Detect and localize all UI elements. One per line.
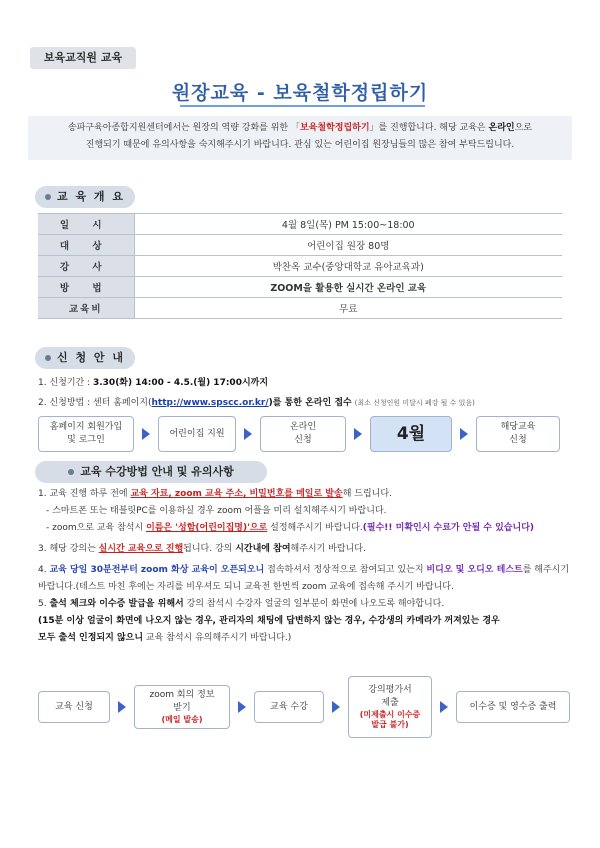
notice-text: 해주시기 바랍니다. [290,544,366,554]
row-key: 대 상 [38,235,134,256]
row-key: 방 법 [38,277,134,298]
flow-step-online [260,416,346,452]
row-value: 무료 [134,298,562,319]
apply-title-label: 신 청 안 내 [57,351,125,364]
row-value: 4월 8일(목) PM 15:00~18:00 [134,214,562,235]
row-value: 어린이집 원장 80명 [134,235,562,256]
notice-item-1-sub-2 [38,520,574,537]
intro-text-1: 송파구육아종합지원센터에서는 원장의 역량 강화를 위한 「 [68,123,300,133]
flow-step-evaluation [348,676,432,738]
flow-step-text: 신청 [294,435,312,445]
row-value: ZOOM을 활용한 실시간 온라인 교육 [134,277,562,298]
notice-text: - zoom으로 교육 참석시 [46,523,147,533]
overview-table [38,213,562,319]
flow-step-text: 교육 신청 [55,701,93,712]
flow-step-course [476,416,560,452]
notice-highlight: 교육 당일 30분전부터 zoom 화상 교육이 오픈되오니 [49,565,265,575]
notice-item-1 [38,486,574,503]
notice-required: (필수!! 미확인시 수료가 안될 수 있습니다) [362,523,535,533]
notice-text: 1. 교육 진행 하루 전에 [38,489,131,499]
notice-text: 설정해주시기 바랍니다. [267,523,363,533]
notice-text: 3. 해당 강의는 [38,544,99,554]
row-key: 일 시 [38,214,134,235]
flow-step-signup [38,416,134,452]
notice-text: 를 해주시기 바랍니다.(테스트 마친 후에는 자리를 비우셔도 되니 교육전 한번씩 zoom 교육에 접속해 주시기 바랍니다. [38,565,570,592]
flow-step-text: 및 로그인 [67,435,105,445]
flow-step-april [370,416,452,452]
flow-step-text: 온라인 [289,422,317,432]
apply-period-label: 1. 신청기간 : [38,378,93,388]
arrow-right-icon [142,428,150,440]
notice-bold: 시간내에 참여 [235,544,291,554]
notice-item-5-detail [38,613,574,647]
arrow-right-icon [244,428,252,440]
flow-step-text: 어린이집 지원 [169,428,225,439]
apply-method-text: )를 통한 온라인 접수 [268,398,352,408]
notice-title-label: 교육 수강방법 안내 및 유의사항 [80,465,234,478]
course-flow [38,676,570,738]
flow-step-text: zoom 회의 정보 [149,690,215,700]
flow-step-text: 제출 [381,698,399,708]
notice-text: 5. [38,599,50,609]
table-row [38,235,562,256]
intro-highlight: 보육철학정립하기 [299,123,370,133]
overview-title-label: 교 육 개 요 [57,190,125,203]
notice-item-3 [38,541,574,558]
apply-flow [38,416,560,452]
flow-step-apply [38,691,110,723]
flow-step-text: 4월 [396,423,426,444]
notice-text: 접속하셔서 정상적으로 참여되고 있는지 [264,565,427,575]
notice-text: - 스마트폰 또는 태블릿PC를 이용하실 경우 zoom 어플을 미리 설치해주시기 바랍니다. [46,506,387,516]
arrow-right-icon [460,428,468,440]
bullet-icon [68,469,74,475]
row-value: 박찬옥 교수(중앙대학교 유아교육과) [134,256,562,277]
arrow-right-icon [332,701,340,713]
apply-min-note: (최소 신청인원 미달시 폐강 될 수 있음) [354,399,475,407]
flow-step-note: (미제출시 이수증 [359,710,421,719]
flow-step-text: 해당교육 [500,422,536,432]
homepage-link[interactable]: http://www.spscc.or.kr/ [151,398,269,408]
arrow-right-icon [238,701,246,713]
bullet-icon [45,355,51,361]
flow-step-attend [254,691,324,723]
flow-step-text: 교육 수강 [270,701,308,712]
page-title: 원장교육 - 보육철학정립하기 [171,82,429,104]
notice-highlight: 실시간 교육으로 진행 [98,544,184,554]
table-row [38,298,562,319]
flow-step-note: (메일 발송) [161,715,203,724]
flow-step-text: 신청 [509,435,527,445]
flow-step-text: 받기 [173,703,191,713]
apply-list [38,373,568,413]
notice-highlight: 이름은 '성함(어린이집명)'으로 [146,523,268,533]
apply-method-label: 2. 신청방법 : 센터 홈페이지( [38,398,152,408]
flow-step-support [158,416,236,452]
notice-item-1-sub-1 [38,503,574,520]
flow-step-zoom-info [134,685,230,729]
notice-bold: 모두 출석 인정되지 않으니 [38,633,144,643]
notice-text: 강의 참석시 수강자 얼굴의 일부분이 화면에 나오도록 해야합니다. [183,599,445,609]
flow-step-text: 강의평가서 [368,685,412,695]
notice-text: 교육 참석시 유의해주시기 바랍니다.) [143,633,292,643]
intro-online: 온라인 [488,123,515,133]
apply-item-1 [38,373,568,393]
apply-section-title [35,347,135,369]
bullet-icon [45,194,51,200]
apply-period-value: 3.30(화) 14:00 - 4.5.(월) 17:00시까지 [92,378,269,388]
notice-list [38,486,574,647]
flow-step-note: 발급 불가) [371,720,409,729]
table-row [38,214,562,235]
flow-step-text: 이수증 및 영수증 출력 [469,701,557,712]
notice-item-5 [38,596,574,613]
arrow-right-icon [440,701,448,713]
intro-box [28,116,572,160]
table-row [38,256,562,277]
notice-item-4 [38,562,574,596]
notice-bold: 출석 체크와 이수증 발급을 위해서 [49,599,184,609]
notice-section-title [35,461,267,483]
arrow-right-icon [118,701,126,713]
title-underline [180,105,425,107]
flow-step-certificate [456,691,570,723]
notice-text: 됩니다. 강의 [183,544,236,554]
notice-highlight: 비디오 및 오디오 테스트 [426,565,523,575]
row-key: 교육비 [38,298,134,319]
row-key: 강 사 [38,256,134,277]
overview-section-title [35,186,135,208]
category-tag: 보육교직원 교육 [30,47,136,69]
intro-text-3: 으로 [514,123,532,133]
arrow-right-icon [354,428,362,440]
notice-bold: (15분 이상 얼굴이 화면에 나오지 않는 경우, 관리자의 채팅에 답변하지 않는 경우, 수강생의 카메라가 꺼져있는 경우 [38,616,500,626]
notice-highlight: 교육 자료, zoom 교육 주소, 비밀번호를 메일로 발송 [130,489,343,499]
notice-text: 4. [38,565,50,575]
apply-item-2 [38,393,568,413]
flow-step-text: 홈페이지 회원가입 [49,422,123,432]
intro-line-2: 진행되기 때문에 유의사항을 숙지해주시기 바랍니다. 관심 있는 어린이집 원장님들의 많은 참여 부탁드립니다. [85,140,515,150]
notice-text: 해 드립니다. [342,489,392,499]
intro-text-2: 」를 진행합니다. 해당 교육은 [369,123,489,133]
table-row [38,277,562,298]
